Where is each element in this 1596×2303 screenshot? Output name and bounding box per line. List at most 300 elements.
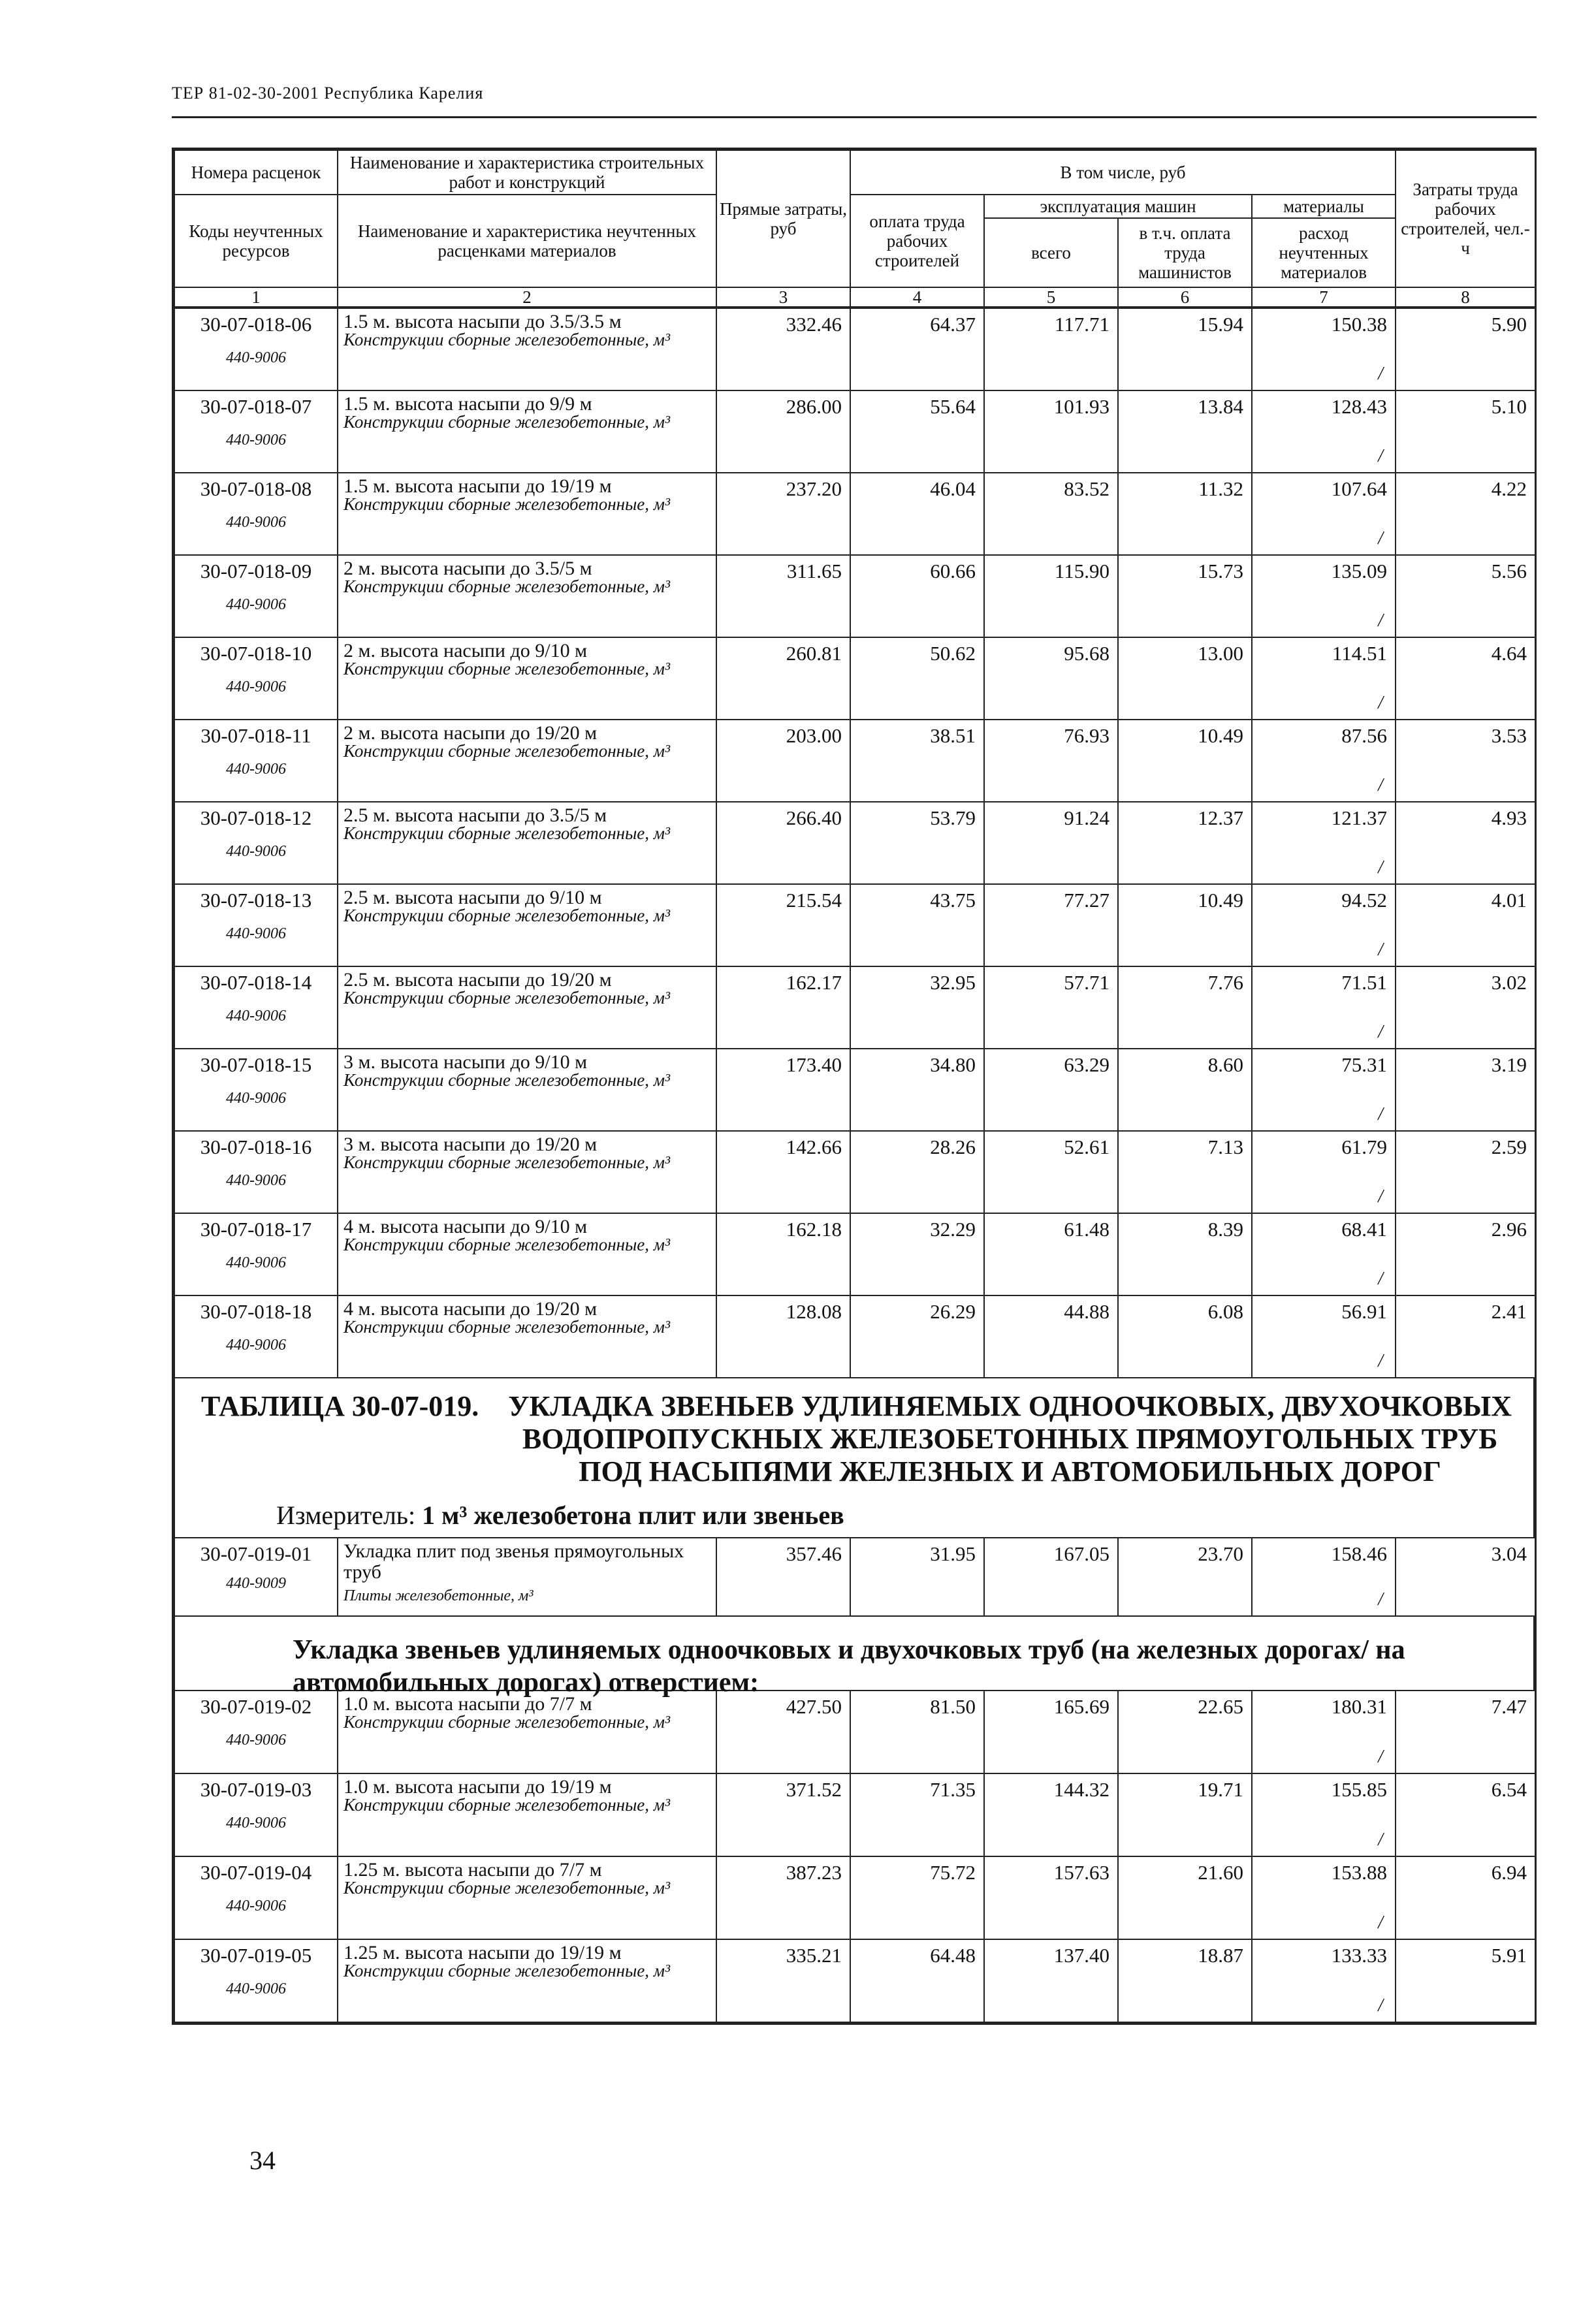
- materials-cost: 71.51: [1341, 971, 1387, 994]
- materials-cost-cell: [1252, 1295, 1396, 1378]
- head-col1-top: Номера расценок: [174, 150, 338, 195]
- direct-cost: 357.46: [716, 1538, 850, 1616]
- labor-cost: 71.35: [850, 1773, 984, 1856]
- head-machines: эксплуатация машин: [984, 195, 1252, 218]
- labor-cost: 55.64: [850, 390, 984, 473]
- material-name: Конструкции сборные железобетонные, м³: [343, 577, 671, 596]
- machine-labor-cost: 15.94: [1118, 308, 1252, 390]
- head-materials: материалы: [1252, 195, 1396, 218]
- rate-name-cell: [338, 1773, 716, 1856]
- rate-name: 2 м. высота насыпи до 19/20 м: [343, 722, 598, 744]
- direct-cost: 311.65: [716, 555, 850, 637]
- material-name: Конструкции сборные железобетонные, м³: [343, 1712, 671, 1732]
- labor-cost: 64.37: [850, 308, 984, 390]
- table-row: [174, 308, 1535, 390]
- rate-name-cell: [338, 1295, 716, 1378]
- rate-code-cell: [174, 473, 338, 555]
- material-code: 440-9006: [226, 514, 286, 531]
- materials-cost-cell: [1252, 966, 1396, 1049]
- labor-cost: 34.80: [850, 1049, 984, 1131]
- rates-table-head: [174, 150, 1536, 308]
- material-code: 440-9006: [226, 1732, 286, 1749]
- table-row: [174, 1295, 1535, 1378]
- rate-name: 2 м. высота насыпи до 9/10 м: [343, 640, 588, 661]
- machine-cost: 52.61: [984, 1131, 1118, 1213]
- labor-cost: 46.04: [850, 473, 984, 555]
- rate-name-cell: [338, 966, 716, 1049]
- machine-cost: 44.88: [984, 1295, 1118, 1378]
- rate-code: 30-07-019-01: [200, 1542, 312, 1565]
- material-code: 440-9006: [226, 1815, 286, 1832]
- labor-cost: 81.50: [850, 1691, 984, 1773]
- materials-cost-cell: [1252, 720, 1396, 802]
- labor-hours: 6.54: [1396, 1773, 1535, 1856]
- machine-cost: 165.69: [984, 1691, 1118, 1773]
- materials-cost: 61.79: [1341, 1136, 1387, 1158]
- materials-cost: 158.46: [1331, 1542, 1387, 1565]
- machine-cost: 101.93: [984, 390, 1118, 473]
- materials-cost-cell: [1252, 1856, 1396, 1939]
- material-code: 440-9006: [226, 1090, 286, 1107]
- unaccounted-materials: /: [1378, 611, 1383, 631]
- material-code: 440-9006: [226, 925, 286, 942]
- materials-cost-cell: [1252, 1773, 1396, 1856]
- rate-code: 30-07-018-07: [200, 395, 312, 418]
- idx-cell: 5: [984, 287, 1118, 307]
- machine-cost: 83.52: [984, 473, 1118, 555]
- material-name: Конструкции сборные железобетонные, м³: [343, 741, 671, 761]
- subsection-title: Укладка звеньев удлиняемых одноочковых и двухочковых труб (на железных дорогах/ на автомобильных дорогах) отверстием:: [174, 1617, 1535, 1690]
- table-row: [174, 1049, 1535, 1131]
- table-row: [174, 720, 1535, 802]
- unaccounted-materials: /: [1378, 528, 1383, 548]
- machine-labor-cost: 21.60: [1118, 1856, 1252, 1939]
- table-row: [174, 802, 1535, 884]
- labor-cost: 28.26: [850, 1131, 984, 1213]
- material-code: 440-9006: [226, 843, 286, 860]
- machine-cost: 95.68: [984, 637, 1118, 720]
- material-code: 440-9006: [226, 1254, 286, 1271]
- material-code: 440-9006: [226, 1337, 286, 1354]
- rates-table-b: [174, 1690, 1536, 2023]
- materials-cost-cell: [1252, 1691, 1396, 1773]
- material-code: 440-9006: [226, 1172, 286, 1189]
- materials-cost-cell: [1252, 1131, 1396, 1213]
- rate-code: 30-07-018-16: [200, 1136, 312, 1158]
- materials-cost: 114.51: [1332, 642, 1387, 665]
- labor-cost: 64.48: [850, 1939, 984, 2022]
- idx-cell: 3: [716, 287, 850, 307]
- rate-name: 2.5 м. высота насыпи до 19/20 м: [343, 969, 612, 991]
- machine-cost: 91.24: [984, 802, 1118, 884]
- table-row: [174, 637, 1535, 720]
- head-col7: расход неучтенных материалов: [1252, 218, 1396, 287]
- head-col1-bottom: Коды неучтенных ресурсов: [174, 195, 338, 287]
- materials-cost-cell: [1252, 1538, 1396, 1616]
- head-col4: оплата труда рабочих строителей: [850, 195, 984, 287]
- section-code: ТАБЛИЦА 30-07-019.: [201, 1390, 479, 1422]
- material-name: Конструкции сборные железобетонные, м³: [343, 1795, 671, 1815]
- rate-name-cell: [338, 802, 716, 884]
- rates-table-a: [174, 308, 1536, 1378]
- machine-labor-cost: 15.73: [1118, 555, 1252, 637]
- machine-labor-cost: 13.84: [1118, 390, 1252, 473]
- rate-code-cell: [174, 1049, 338, 1131]
- table-row: [174, 1939, 1535, 2022]
- rate-code-cell: [174, 720, 338, 802]
- head-col8: Затраты труда рабочих строителей, чел.-ч: [1396, 150, 1535, 287]
- material-name: Конструкции сборные железобетонные, м³: [343, 906, 671, 925]
- rate-code-cell: [174, 1856, 338, 1939]
- material-code: 440-9006: [226, 349, 286, 366]
- machine-cost: 157.63: [984, 1856, 1118, 1939]
- rate-name-cell: [338, 1691, 716, 1773]
- machine-labor-cost: 7.76: [1118, 966, 1252, 1049]
- material-name: Конструкции сборные железобетонные, м³: [343, 1317, 671, 1337]
- material-name: Конструкции сборные железобетонные, м³: [343, 1878, 671, 1898]
- machine-cost: 61.48: [984, 1213, 1118, 1295]
- direct-cost: 237.20: [716, 473, 850, 555]
- unaccounted-materials: /: [1378, 1022, 1383, 1042]
- labor-cost: 50.62: [850, 637, 984, 720]
- rate-code-cell: [174, 1295, 338, 1378]
- direct-cost: 335.21: [716, 1939, 850, 2022]
- labor-hours: 2.59: [1396, 1131, 1535, 1213]
- material-code: 440-9009: [226, 1575, 286, 1592]
- machine-labor-cost: 19.71: [1118, 1773, 1252, 1856]
- material-name: Конструкции сборные железобетонные, м³: [343, 1070, 671, 1090]
- rate-code-cell: [174, 1773, 338, 1856]
- machine-labor-cost: 7.13: [1118, 1131, 1252, 1213]
- idx-cell: 1: [174, 287, 338, 307]
- unaccounted-materials: /: [1378, 1104, 1383, 1124]
- rate-code: 30-07-018-09: [200, 560, 312, 582]
- direct-cost: 203.00: [716, 720, 850, 802]
- rate-code-cell: [174, 884, 338, 966]
- materials-cost: 133.33: [1331, 1944, 1387, 1967]
- idx-cell: 7: [1252, 287, 1396, 307]
- labor-hours: 7.47: [1396, 1691, 1535, 1773]
- rate-code-cell: [174, 1691, 338, 1773]
- unaccounted-materials: /: [1378, 775, 1383, 795]
- machine-labor-cost: 18.87: [1118, 1939, 1252, 2022]
- rate-code: 30-07-018-12: [200, 806, 312, 829]
- machine-cost: 167.05: [984, 1538, 1118, 1616]
- labor-hours: 4.01: [1396, 884, 1535, 966]
- unaccounted-materials: /: [1378, 1269, 1383, 1289]
- materials-cost-cell: [1252, 555, 1396, 637]
- direct-cost: 215.54: [716, 884, 850, 966]
- direct-cost: 128.08: [716, 1295, 850, 1378]
- material-name: Конструкции сборные железобетонные, м³: [343, 412, 671, 432]
- machine-cost: 57.71: [984, 966, 1118, 1049]
- table-row: [174, 1131, 1535, 1213]
- labor-hours: 3.19: [1396, 1049, 1535, 1131]
- rate-code: 30-07-018-10: [200, 642, 312, 665]
- labor-hours: 5.90: [1396, 308, 1535, 390]
- direct-cost: 260.81: [716, 637, 850, 720]
- idx-cell: 4: [850, 287, 984, 307]
- rate-name-cell: [338, 1538, 716, 1616]
- table-row: [174, 1773, 1535, 1856]
- rate-code-cell: [174, 1538, 338, 1616]
- idx-cell: 8: [1396, 287, 1535, 307]
- header-rule: [172, 116, 1537, 118]
- labor-cost: 53.79: [850, 802, 984, 884]
- running-header: ТЕР 81-02-30-2001 Республика Карелия: [172, 84, 484, 103]
- machine-cost: 137.40: [984, 1939, 1118, 2022]
- rate-name: 4 м. высота насыпи до 19/20 м: [343, 1298, 598, 1320]
- machine-cost: 77.27: [984, 884, 1118, 966]
- page-number: 34: [249, 2146, 276, 2175]
- labor-hours: 5.56: [1396, 555, 1535, 637]
- rate-name-cell: [338, 720, 716, 802]
- measure-line: [174, 1497, 1535, 1537]
- material-code: 440-9006: [226, 761, 286, 778]
- labor-cost: 32.95: [850, 966, 984, 1049]
- unaccounted-materials: /: [1378, 1995, 1383, 2016]
- rates-document: [172, 148, 1537, 2025]
- rate-name-cell: [338, 555, 716, 637]
- labor-hours: 3.02: [1396, 966, 1535, 1049]
- labor-hours: 3.04: [1396, 1538, 1535, 1616]
- material-name: Плиты железобетонные, м³: [343, 1587, 534, 1604]
- materials-cost: 153.88: [1331, 1861, 1387, 1884]
- machine-labor-cost: 23.70: [1118, 1538, 1252, 1616]
- material-code: 440-9006: [226, 596, 286, 613]
- rate-code: 30-07-018-18: [200, 1300, 312, 1323]
- head-col5: всего: [984, 218, 1118, 287]
- rate-name: Укладка плит под звенья прямоугольных труб: [343, 1540, 684, 1583]
- materials-cost: 107.64: [1331, 477, 1387, 500]
- table-row: [174, 966, 1535, 1049]
- unaccounted-materials: /: [1378, 1589, 1383, 1610]
- rate-name-cell: [338, 308, 716, 390]
- labor-hours: 3.53: [1396, 720, 1535, 802]
- direct-cost: 142.66: [716, 1131, 850, 1213]
- materials-cost: 87.56: [1341, 724, 1387, 747]
- direct-cost: 332.46: [716, 308, 850, 390]
- table-row: [174, 1691, 1535, 1773]
- rate-name-cell: [338, 1939, 716, 2022]
- rate-name: 2 м. высота насыпи до 3.5/5 м: [343, 558, 592, 579]
- unaccounted-materials: /: [1378, 1351, 1383, 1371]
- labor-cost: 60.66: [850, 555, 984, 637]
- rate-code-cell: [174, 1213, 338, 1295]
- materials-cost: 150.38: [1331, 313, 1387, 336]
- rate-code-cell: [174, 555, 338, 637]
- rate-name: 1.5 м. высота насыпи до 19/19 м: [343, 475, 612, 497]
- idx-cell: 2: [338, 287, 716, 307]
- rate-name: 1.5 м. высота насыпи до 9/9 м: [343, 393, 592, 415]
- table-row: [174, 390, 1535, 473]
- rate-code: 30-07-018-06: [200, 313, 312, 336]
- materials-cost: 68.41: [1341, 1218, 1387, 1241]
- labor-hours: 4.93: [1396, 802, 1535, 884]
- labor-hours: 4.64: [1396, 637, 1535, 720]
- material-name: Конструкции сборные железобетонные, м³: [343, 1235, 671, 1254]
- labor-cost: 75.72: [850, 1856, 984, 1939]
- head-col2-bottom: Наименование и характеристика неучтенных расценками материалов: [338, 195, 716, 287]
- materials-cost: 135.09: [1331, 560, 1387, 582]
- materials-cost-cell: [1252, 1939, 1396, 2022]
- materials-cost-cell: [1252, 802, 1396, 884]
- material-code: 440-9006: [226, 678, 286, 695]
- rate-name: 1.0 м. высота насыпи до 19/19 м: [343, 1776, 612, 1798]
- materials-cost: 75.31: [1341, 1053, 1387, 1076]
- idx-cell: 6: [1118, 287, 1252, 307]
- unaccounted-materials: /: [1378, 857, 1383, 878]
- materials-cost-cell: [1252, 1049, 1396, 1131]
- machine-labor-cost: 6.08: [1118, 1295, 1252, 1378]
- labor-hours: 2.41: [1396, 1295, 1535, 1378]
- head-col3: Прямые затраты, руб: [716, 150, 850, 287]
- rate-name-cell: [338, 637, 716, 720]
- unaccounted-materials: /: [1378, 693, 1383, 713]
- material-name: Конструкции сборные железобетонные, м³: [343, 330, 671, 349]
- material-name: Конструкции сборные железобетонные, м³: [343, 494, 671, 514]
- machine-cost: 63.29: [984, 1049, 1118, 1131]
- labor-hours: 2.96: [1396, 1213, 1535, 1295]
- rate-code: 30-07-018-13: [200, 889, 312, 912]
- rate-name: 2.5 м. высота насыпи до 9/10 м: [343, 887, 602, 908]
- material-code: 440-9006: [226, 432, 286, 449]
- machine-labor-cost: 8.60: [1118, 1049, 1252, 1131]
- rate-name-cell: [338, 1856, 716, 1939]
- unaccounted-materials: /: [1378, 1913, 1383, 1933]
- machine-labor-cost: 10.49: [1118, 720, 1252, 802]
- rate-code: 30-07-018-08: [200, 477, 312, 500]
- materials-cost: 94.52: [1341, 889, 1387, 912]
- rate-code: 30-07-019-03: [200, 1778, 312, 1801]
- material-name: Конструкции сборные железобетонные, м³: [343, 659, 671, 678]
- rate-name-cell: [338, 473, 716, 555]
- direct-cost: 427.50: [716, 1691, 850, 1773]
- labor-cost: 32.29: [850, 1213, 984, 1295]
- direct-cost: 162.17: [716, 966, 850, 1049]
- table-row: [174, 555, 1535, 637]
- rate-name-cell: [338, 390, 716, 473]
- rate-code-cell: [174, 802, 338, 884]
- rate-code: 30-07-019-05: [200, 1944, 312, 1967]
- rate-name: 2.5 м. высота насыпи до 3.5/5 м: [343, 804, 607, 826]
- rate-code: 30-07-018-15: [200, 1053, 312, 1076]
- unaccounted-materials: /: [1378, 1830, 1383, 1850]
- labor-hours: 5.91: [1396, 1939, 1535, 2022]
- labor-cost: 26.29: [850, 1295, 984, 1378]
- materials-cost-cell: [1252, 884, 1396, 966]
- unaccounted-materials: /: [1378, 364, 1383, 384]
- unaccounted-materials: /: [1378, 1186, 1383, 1207]
- measure-value: 1 м³ железобетона плит или звеньев: [422, 1501, 844, 1530]
- machine-cost: 117.71: [984, 308, 1118, 390]
- machine-labor-cost: 10.49: [1118, 884, 1252, 966]
- rate-name: 1.25 м. высота насыпи до 19/19 м: [343, 1942, 622, 1963]
- rate-name-cell: [338, 1131, 716, 1213]
- materials-cost-cell: [1252, 473, 1396, 555]
- head-col2-top: Наименование и характеристика строительных работ и конструкций: [338, 150, 716, 195]
- material-code: 440-9006: [226, 1980, 286, 1997]
- material-code: 440-9006: [226, 1008, 286, 1024]
- rate-name-cell: [338, 1049, 716, 1131]
- rate-name: 1.25 м. высота насыпи до 7/7 м: [343, 1859, 602, 1881]
- measure-label: Измеритель:: [276, 1501, 416, 1530]
- labor-hours: 4.22: [1396, 473, 1535, 555]
- rate-code-cell: [174, 637, 338, 720]
- rate-code-cell: [174, 966, 338, 1049]
- rate-name: 4 м. высота насыпи до 9/10 м: [343, 1216, 588, 1237]
- rate-name: 3 м. высота насыпи до 19/20 м: [343, 1134, 598, 1155]
- rate-code: 30-07-018-11: [200, 724, 311, 747]
- labor-hours: 6.94: [1396, 1856, 1535, 1939]
- material-name: Конструкции сборные железобетонные, м³: [343, 823, 671, 843]
- table-row: [174, 473, 1535, 555]
- table-row: [174, 1856, 1535, 1939]
- materials-cost: 56.91: [1341, 1300, 1387, 1323]
- unaccounted-materials: /: [1378, 940, 1383, 960]
- head-col6: в т.ч. оплата труда машинистов: [1118, 218, 1252, 287]
- machine-cost: 115.90: [984, 555, 1118, 637]
- material-name: Конструкции сборные железобетонные, м³: [343, 1961, 671, 1980]
- machine-labor-cost: 12.37: [1118, 802, 1252, 884]
- rate-code: 30-07-018-17: [200, 1218, 312, 1241]
- direct-cost: 371.52: [716, 1773, 850, 1856]
- rate-code-cell: [174, 1131, 338, 1213]
- materials-cost: 180.31: [1331, 1695, 1387, 1718]
- rate-code: 30-07-018-14: [200, 971, 312, 994]
- table-row: [174, 1213, 1535, 1295]
- labor-cost: 31.95: [850, 1538, 984, 1616]
- direct-cost: 173.40: [716, 1049, 850, 1131]
- rate-code-cell: [174, 1939, 338, 2022]
- labor-cost: 43.75: [850, 884, 984, 966]
- head-group: В том числе, руб: [850, 150, 1396, 195]
- rate-name: 3 м. высота насыпи до 9/10 м: [343, 1051, 588, 1073]
- materials-cost: 121.37: [1331, 806, 1387, 829]
- direct-cost: 387.23: [716, 1856, 850, 1939]
- material-name: Конструкции сборные железобетонные, м³: [343, 1152, 671, 1172]
- direct-cost: 266.40: [716, 802, 850, 884]
- materials-cost-cell: [1252, 637, 1396, 720]
- table-row: [174, 884, 1535, 966]
- rate-name-cell: [338, 884, 716, 966]
- rate-name: 1.0 м. высота насыпи до 7/7 м: [343, 1693, 592, 1715]
- section-title: [174, 1378, 1535, 1497]
- rate-code: 30-07-019-04: [200, 1861, 312, 1884]
- rate-code-cell: [174, 308, 338, 390]
- rates-table-single: [174, 1537, 1536, 1617]
- rate-code-cell: [174, 390, 338, 473]
- materials-cost-cell: [1252, 1213, 1396, 1295]
- labor-hours: 5.10: [1396, 390, 1535, 473]
- material-code: 440-9006: [226, 1898, 286, 1914]
- machine-labor-cost: 11.32: [1118, 473, 1252, 555]
- materials-cost: 128.43: [1331, 395, 1387, 418]
- machine-labor-cost: 13.00: [1118, 637, 1252, 720]
- labor-cost: 38.51: [850, 720, 984, 802]
- table-row: [174, 1538, 1535, 1616]
- materials-cost: 155.85: [1331, 1778, 1387, 1801]
- unaccounted-materials: /: [1378, 446, 1383, 466]
- materials-cost-cell: [1252, 390, 1396, 473]
- direct-cost: 162.18: [716, 1213, 850, 1295]
- machine-cost: 144.32: [984, 1773, 1118, 1856]
- materials-cost-cell: [1252, 308, 1396, 390]
- material-name: Конструкции сборные железобетонные, м³: [343, 988, 671, 1008]
- machine-cost: 76.93: [984, 720, 1118, 802]
- rate-code: 30-07-019-02: [200, 1695, 312, 1718]
- machine-labor-cost: 22.65: [1118, 1691, 1252, 1773]
